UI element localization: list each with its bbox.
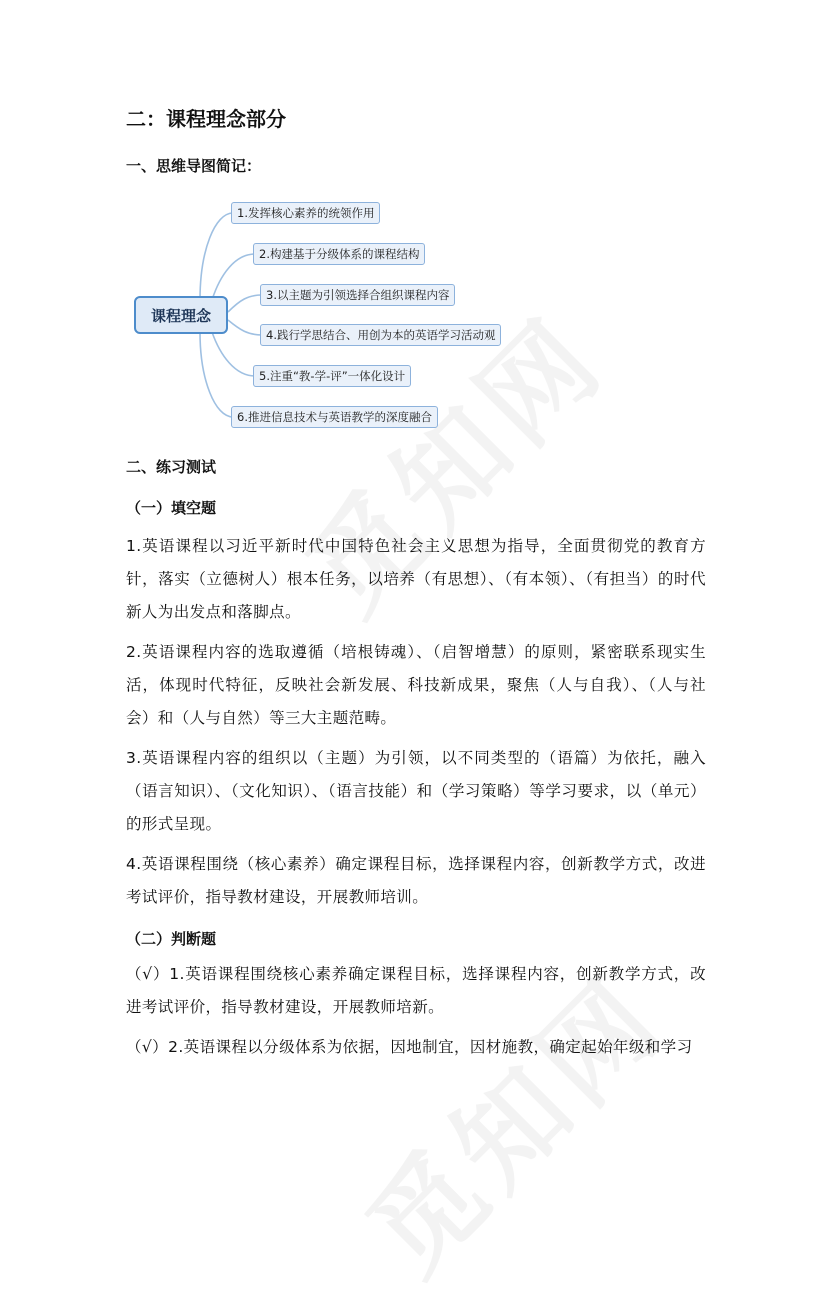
- mindmap-node: 1.发挥核心素养的统领作用: [231, 202, 380, 224]
- connector-5: [212, 332, 255, 376]
- mindmap-node: 3.以主题为引领选择合组织课程内容: [260, 284, 455, 306]
- mindmap-node: 2.构建基于分级体系的课程结构: [253, 243, 425, 265]
- fill-blank-heading: （一）填空题: [126, 499, 217, 517]
- fill-blank-item: 4.英语课程围绕（核心素养）确定课程目标，选择课程内容，创新教学方式，改进考试评价，指导教材建设，开展教师培训。: [126, 855, 706, 906]
- fill-blank-item: 1.英语课程以习近平新时代中国特色社会主义思想为指导，全面贯彻党的教育方针，落实（立德树人）根本任务，以培养（有思想）、（有本领）、（有担当）的时代新人为出发点和落脚点。: [126, 537, 706, 621]
- mindmap-node: 4.践行学思结合、用创为本的英语学习活动观: [260, 324, 501, 346]
- fill-blank-item: 3.英语课程内容的组织以（主题）为引领，以不同类型的（语篇）为依托，融入（语言知识）、（文化知识）、（语言技能）和（学习策略）等学习要求，以（单元）的形式呈现。: [126, 749, 706, 833]
- true-false-item: （√）2.英语课程以分级体系为依据，因地制宜，因材施教，确定起始年级和学习: [126, 1038, 693, 1056]
- true-false-heading: （二）判断题: [126, 930, 217, 948]
- practice-heading: 二、练习测试: [126, 458, 217, 476]
- mindmap-heading: 一、思维导图简记：: [126, 157, 262, 175]
- fill-blank-item: 2.英语课程内容的选取遵循（培根铸魂）、（启智增慧）的原则，紧密联系现实生活，体现时代特征，反映社会新发展、科技新成果，聚焦（人与自我）、（人与社会）和（人与自然）等三大主题范畴。: [126, 643, 706, 727]
- page-title: 二：课程理念部分: [126, 107, 286, 131]
- mindmap-connectors: [0, 0, 830, 440]
- mindmap-node: 6.推进信息技术与英语教学的深度融合: [231, 406, 438, 428]
- connector-4: [228, 320, 262, 335]
- true-false-item: （√）1.英语课程围绕核心素养确定课程目标，选择课程内容，创新教学方式，改进考试评价，指导教材建设，开展教师培新。: [126, 965, 706, 1016]
- mindmap-root: 课程理念: [134, 296, 228, 334]
- connector-3: [228, 295, 262, 312]
- connector-2: [212, 254, 255, 300]
- mindmap-node: 5.注重“教-学-评”一体化设计: [253, 365, 411, 387]
